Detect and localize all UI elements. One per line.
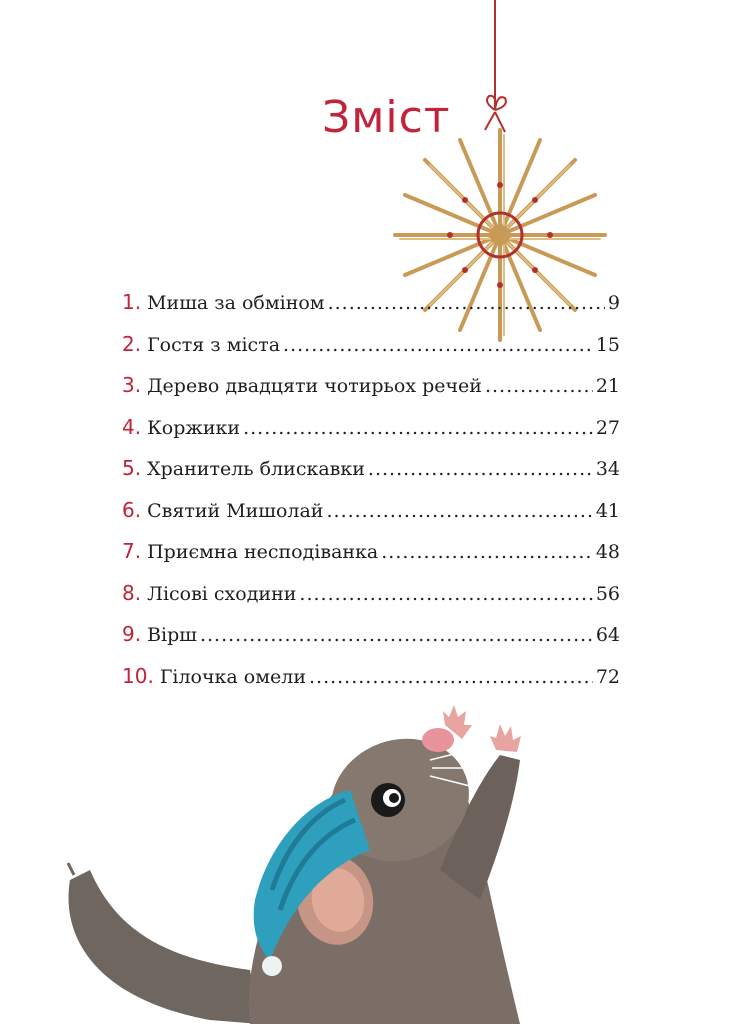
page-number: 9	[607, 292, 620, 314]
dot-leader	[485, 375, 593, 397]
toc-row-6[interactable]	[122, 498, 620, 540]
page-number: 21	[595, 375, 620, 397]
dot-leader	[381, 541, 593, 563]
chapter-number: 6.	[122, 497, 142, 522]
chapter-title: Миша за обміном	[147, 292, 325, 314]
page-number: 15	[595, 333, 620, 356]
toc-row-4[interactable]	[122, 415, 620, 457]
toc-row-7[interactable]	[122, 539, 620, 581]
toc-row-2[interactable]	[122, 332, 620, 374]
chapter-number: 1.	[122, 290, 142, 314]
chapter-number: 2.	[122, 331, 142, 356]
chapter-title: Гілочка омели	[159, 665, 306, 688]
chapter-number: 5.	[122, 456, 142, 480]
dot-leader	[368, 458, 593, 480]
chapter-number: 9.	[122, 622, 142, 646]
dot-leader	[283, 334, 593, 356]
chapter-title: Гостя з міста	[147, 333, 281, 356]
chapter-title: Приємна несподіванка	[147, 541, 379, 563]
chapter-title: Хранитель блискавки	[147, 458, 365, 480]
dot-leader	[243, 417, 593, 439]
dot-leader	[200, 624, 593, 646]
chapter-number: 8.	[122, 580, 142, 605]
chapter-title: Вірш	[147, 624, 197, 646]
toc-row-9[interactable]	[122, 622, 620, 664]
toc-row-8[interactable]	[122, 581, 620, 623]
page-number: 48	[595, 541, 620, 563]
dot-leader	[326, 500, 592, 522]
chapter-title: Коржики	[147, 416, 241, 439]
page-title: Зміст	[322, 92, 451, 143]
chapter-number: 3.	[122, 373, 142, 397]
toc-row-10[interactable]	[122, 664, 620, 706]
page-number: 27	[595, 416, 620, 439]
page-number: 56	[595, 582, 620, 605]
toc-row-5[interactable]	[122, 456, 620, 498]
page-number: 64	[595, 624, 620, 646]
dot-leader	[299, 583, 592, 605]
page-number: 72	[595, 665, 620, 688]
mouse-illustration	[60, 700, 580, 1024]
chapter-title: Святий Мишолай	[147, 499, 324, 522]
table-of-contents	[122, 290, 620, 705]
chapter-number: 7.	[122, 539, 142, 563]
toc-row-3[interactable]	[122, 373, 620, 415]
chapter-number: 10.	[122, 663, 154, 688]
dot-leader	[328, 292, 605, 314]
chapter-title: Дерево двадцяти чотирьох речей	[147, 375, 482, 397]
page-number: 34	[595, 458, 620, 480]
chapter-title: Лісові сходини	[147, 582, 297, 605]
page-number: 41	[595, 499, 620, 522]
dot-leader	[309, 666, 593, 688]
chapter-number: 4.	[122, 414, 142, 439]
toc-row-1[interactable]	[122, 290, 620, 332]
